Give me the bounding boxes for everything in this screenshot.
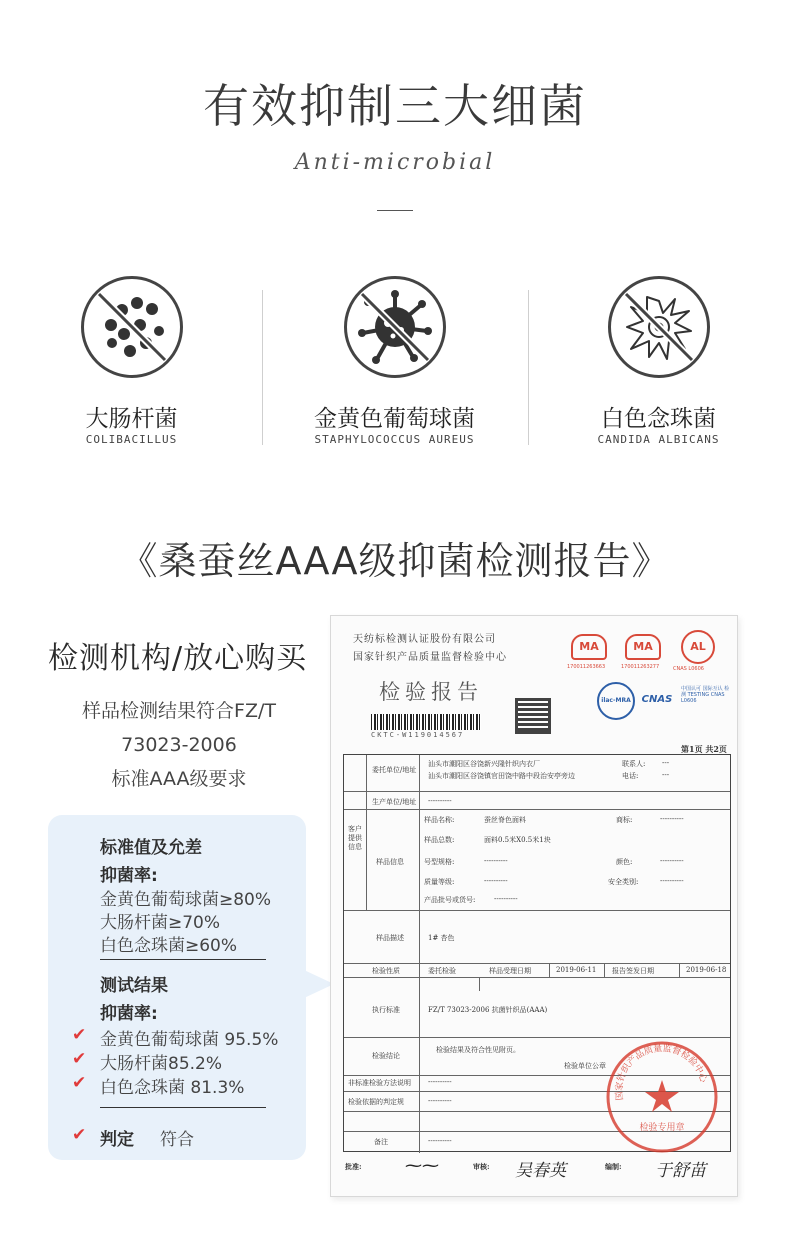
cal-badge-icon: AL (681, 630, 715, 664)
org-title: 检测机构/放心购买 (48, 641, 308, 676)
verdict-label: 判定 (100, 1130, 134, 1150)
note2-value: ---------- (428, 1097, 452, 1105)
note1-value: ---------- (428, 1078, 452, 1086)
note1-label: 非标准检验方法说明 (348, 1079, 411, 1087)
report-date-value: 2019-06-18 (686, 966, 727, 974)
trademark-label: 商标: (616, 816, 633, 824)
report-date-label: 报告签发日期 (612, 967, 654, 975)
grid-line (679, 963, 680, 977)
result-item: 大肠杆菌85.2% (100, 1054, 223, 1074)
phone-label: 电话: (622, 772, 639, 780)
cma-badge-icon: MA (571, 634, 607, 660)
approver-signature: ⁓⁓ (405, 1156, 439, 1176)
grid-line (344, 791, 730, 792)
safety-value: ---------- (660, 877, 684, 885)
desc-value: 1# 杏色 (428, 934, 455, 942)
grid-line (344, 809, 730, 810)
checker-label: 编制: (605, 1162, 622, 1171)
grid-line (366, 755, 367, 910)
feature-name-en: COLIBACILLUS (85, 433, 178, 446)
desc-label: 样品描述 (376, 934, 404, 942)
standard-label: 执行标准 (372, 1006, 400, 1014)
colibacillus-crossed-icon (81, 276, 183, 378)
check-icon: ✔ (72, 1049, 87, 1069)
feature-name: 白色念珠菌 (601, 406, 716, 432)
signature-row (343, 1156, 731, 1186)
org-description (40, 694, 318, 796)
stamp-label: 检验单位公章 (564, 1062, 606, 1070)
badge-code: 170011263277 (621, 664, 660, 670)
safety-label: 安全类别: (608, 878, 639, 886)
badge-code: CNAS L0606 (673, 666, 704, 672)
grid-line (549, 963, 550, 977)
standard-item: 大肠杆菌≥70% (100, 913, 221, 933)
grid-line (479, 977, 480, 991)
batch-label: 产品批号或货号: (424, 896, 476, 904)
received-label: 样品受理日期 (489, 967, 531, 975)
candida-crossed-icon (608, 276, 710, 378)
sample-name-value: 蚕丝脊色面料 (484, 816, 526, 824)
test-report-document (330, 615, 738, 1197)
feature-staphylococcus (263, 270, 526, 450)
feature-name: 大肠杆菌 (85, 406, 178, 432)
feature-name: 金黄色葡萄球菌 (314, 406, 475, 432)
feature-candida (527, 270, 790, 450)
check-icon: ✔ (72, 1025, 87, 1045)
remarks-label: 备注 (374, 1138, 388, 1146)
color-label: 颜色: (616, 858, 633, 866)
result-item: 金黄色葡萄球菌 95.5% (100, 1030, 279, 1050)
client-value: 汕头市潮阳区谷饶镇官田饶中路中段治安亭旁边 (428, 772, 575, 780)
card-divider (100, 959, 266, 960)
remarks-value: ---------- (428, 1137, 452, 1145)
producer-label: 生产单位/地址 (372, 798, 417, 806)
qty-value: 面料0.5米X0.5米1块 (484, 836, 551, 844)
page-subtitle: Anti-microbial (294, 150, 496, 175)
seal-text: 国家针织产品质量监督检验中心 (614, 1043, 709, 1101)
received-value: 2019-06-11 (556, 966, 597, 974)
nature-label: 检验性质 (372, 967, 400, 975)
client-value: 汕头市潮阳区谷饶新兴隆针织内衣厂 (428, 760, 540, 768)
feature-divider (262, 290, 263, 445)
feature-name-en: CANDIDA ALBICANS (597, 433, 720, 446)
cnas-badge-icon: CNAS (641, 694, 673, 705)
grade-label: 质量等级: (424, 878, 455, 886)
feature-colibacillus (0, 270, 263, 450)
grid-line (604, 963, 605, 977)
org-desc-line: 标准AAA级要求 (111, 768, 247, 790)
report-title: 检验报告 (379, 680, 483, 704)
result-rate-label: 抑菌率: (100, 1004, 158, 1024)
result-item: 白色念珠菌 81.3% (100, 1078, 245, 1098)
org-desc-line: 73023-2006 (121, 734, 237, 756)
color-value: ---------- (660, 857, 684, 865)
model-label: 号型规格: (424, 858, 455, 866)
title-divider (377, 210, 413, 211)
issuer-line: 国家针织产品质量监督检验中心 (353, 652, 507, 663)
barcode-icon (371, 714, 481, 730)
contact-value: --- (662, 759, 670, 767)
reviewer-signature: 吴春英 (515, 1161, 566, 1181)
review-label: 审核: (473, 1162, 490, 1171)
report-heading: 《桑蚕丝AAA级抑菌检测报告》 (119, 539, 671, 583)
badge-note: 中国认可 国际互认 检测 TESTING CNAS L0606 (681, 686, 730, 704)
standard-rate-label: 抑菌率: (100, 866, 158, 886)
red-official-seal-icon (603, 1038, 721, 1156)
producer-value: ---------- (428, 797, 452, 805)
sample-info-label: 样品信息 (376, 858, 404, 866)
approve-label: 批准: (345, 1162, 362, 1171)
nature-value: 委托检验 (428, 967, 456, 975)
seal-sub-text: 检验专用章 (639, 1123, 685, 1133)
badge-code: 170011263663 (567, 664, 606, 670)
org-desc-line: 样品检测结果符合FZ/T (82, 700, 276, 722)
standard-label: 标准值及允差 (100, 838, 202, 858)
checker-signature: 于舒苗 (655, 1161, 706, 1181)
check-icon: ✔ (72, 1125, 87, 1145)
feature-name-en: STAPHYLOCOCCUS AUREUS (314, 433, 475, 446)
phone-value: --- (662, 771, 670, 779)
cma-badge-icon: MA (625, 634, 661, 660)
standard-value: FZ/T 73023-2006 抗菌针织品(AAA) (428, 1006, 548, 1014)
sample-name-label: 样品名称: (424, 816, 455, 824)
grid-line (344, 963, 730, 964)
conclusion-label: 检验结论 (372, 1052, 400, 1060)
standard-item: 白色念珠菌≥60% (100, 936, 238, 956)
contact-label: 联系人: (622, 760, 646, 768)
standard-card (48, 815, 306, 1160)
bacteria-features (0, 270, 790, 450)
issuer-line: 天纺标检测认证股份有限公司 (353, 634, 496, 645)
standard-item: 金黄色葡萄球菌≥80% (100, 890, 272, 910)
staphylococcus-crossed-icon (344, 276, 446, 378)
card-divider (100, 1107, 266, 1108)
note2-label: 检验依据的判定规 (348, 1098, 404, 1106)
client-label: 委托单位/地址 (372, 766, 417, 774)
trademark-value: ---------- (660, 815, 684, 823)
grid-line (344, 977, 730, 978)
qty-label: 样品总数: (424, 836, 455, 844)
grade-value: ---------- (484, 877, 508, 885)
qr-code-icon (515, 698, 551, 734)
batch-value: ---------- (494, 895, 518, 903)
page-info: 第1页 共2页 (681, 744, 727, 754)
verdict-value: 符合 (160, 1130, 194, 1150)
page-title: 有效抑制三大细菌 (203, 79, 587, 133)
barcode-number: CKTC-W119014567 (371, 731, 465, 739)
grid-line (419, 755, 420, 1153)
result-label: 测试结果 (100, 976, 168, 996)
ilac-mra-badge-icon: ilac-MRA (597, 682, 635, 720)
check-icon: ✔ (72, 1073, 87, 1093)
client-info-side-label: 客户提供信息 (348, 825, 362, 851)
grid-line (344, 910, 730, 911)
conclusion-value: 检验结果及符合性见附页。 (436, 1046, 520, 1054)
feature-divider (528, 290, 529, 445)
model-value: ---------- (484, 857, 508, 865)
